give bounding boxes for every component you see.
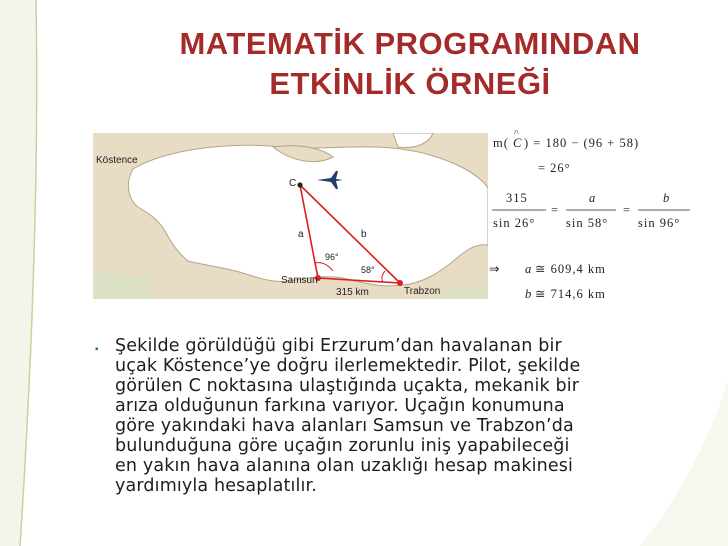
formula-line1-hat: ^ [514, 130, 520, 139]
title-line-1: MATEMATİK PROGRAMINDAN [179, 26, 641, 61]
ratio-eq-2: = [623, 203, 632, 217]
ratio-eq-1: = [551, 203, 560, 217]
ratio-den-sin58: sin 58° [566, 216, 609, 230]
black-sea-map [93, 133, 488, 299]
label-trabzon: Trabzon [404, 286, 441, 297]
ratio-num-a: a [589, 191, 597, 205]
result-a-val: ≅ 609,4 km [535, 262, 606, 276]
body-line: bulunduğuna göre uçağın zorunlu iniş yapabileceği [115, 436, 570, 456]
title-line-2: ETKİNLİK ÖRNEĞİ [269, 66, 551, 101]
ratio-num-315: 315 [506, 191, 528, 205]
point-trabzon [397, 280, 403, 286]
formula-line1-rhs: ) = 180 − (96 + 58) [524, 136, 640, 150]
point-c [297, 182, 302, 187]
result-b-val: ≅ 714,6 km [535, 287, 606, 301]
label-distance: 315 km [336, 287, 369, 298]
formula-line1-lhs: m( [493, 136, 509, 150]
result-b-var: b [525, 287, 533, 301]
label-angle-96: 96° [325, 252, 339, 262]
label-kostence: Köstence [96, 155, 138, 166]
body-paragraph [115, 336, 705, 496]
body-line: yardımıyla hesaplatılır. [115, 476, 317, 496]
body-line: arıza olduğunun farkına varıyor. Uçağın konumuna [115, 396, 565, 416]
result-a-var: a [525, 262, 533, 276]
formula-block [486, 130, 711, 310]
slide-title [120, 24, 700, 104]
label-c: C [289, 178, 297, 189]
ratio-num-b: b [663, 191, 671, 205]
label-b: b [361, 229, 367, 240]
ratio-den-sin96: sin 96° [638, 216, 681, 230]
body-line: en yakın hava alanına olan uzaklığı hesap makinesi [115, 456, 574, 476]
label-angle-58: 58° [361, 265, 375, 275]
body-line: uçak Köstence’ye doğru ilerlemektedir. Pilot, şekilde [115, 356, 581, 376]
label-a: a [298, 229, 304, 240]
implies-arrow: ⇒ [489, 262, 501, 276]
bullet-icon: ▪ [95, 344, 99, 355]
formula-line2: = 26° [538, 161, 571, 175]
label-samsun: Samsun [281, 275, 318, 286]
body-line: görülen C noktasına ulaştığında uçakta, mekanik bir [115, 376, 580, 396]
body-line: Şekilde görüldüğü gibi Erzurum’dan havalanan bir [115, 336, 562, 356]
body-line: göre yakındaki hava alanları Samsun ve Trabzon’da [115, 416, 574, 436]
ratio-den-sin26: sin 26° [493, 216, 536, 230]
formula-line1-c: C [513, 136, 523, 150]
